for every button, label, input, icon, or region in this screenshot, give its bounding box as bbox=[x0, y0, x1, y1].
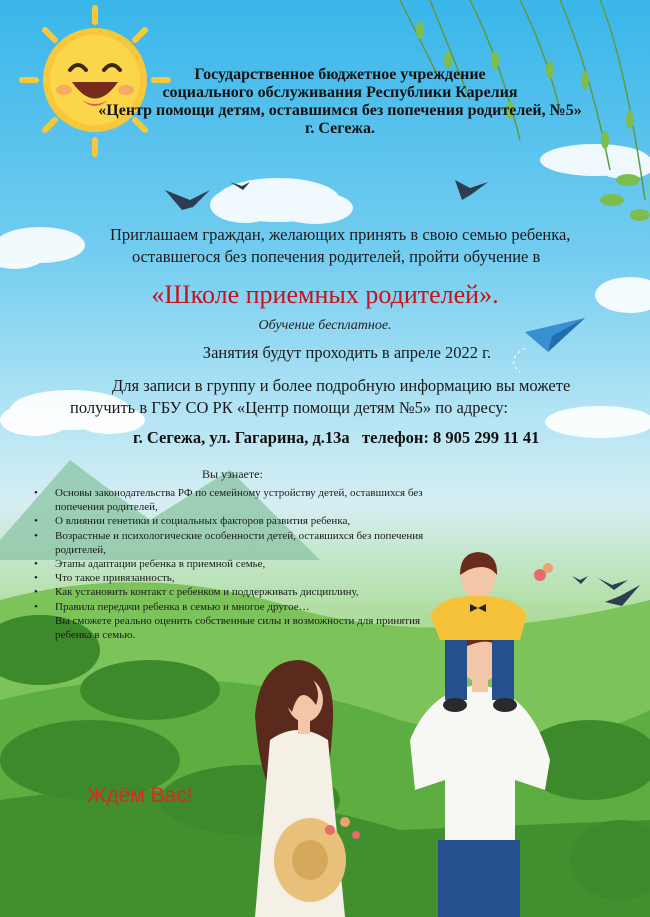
list-item: • О влиянии генетики и социальных факторов развития ребенка, bbox=[28, 514, 448, 528]
bird-icon bbox=[165, 190, 210, 210]
invitation-text bbox=[110, 224, 630, 268]
bird-icon bbox=[572, 576, 588, 584]
free-note: Обучение бесплатное. bbox=[258, 318, 392, 333]
list-item: • Этапы адаптации ребенка в приемной семье, bbox=[28, 557, 448, 571]
cloud-icon bbox=[540, 144, 650, 179]
list-item: • Что такое привязанность, bbox=[28, 571, 448, 585]
signup-line: Для записи в группу и более подробную информацию вы можете bbox=[112, 376, 571, 395]
header-city: г. Сегежа. bbox=[304, 120, 376, 137]
list-item: • Правила передачи ребенка в семью и многое другое… bbox=[28, 600, 448, 614]
header-line: социального обслуживания Республики Карелия bbox=[162, 84, 518, 101]
bird-icon bbox=[598, 578, 628, 590]
school-title: «Школе приемных родителей». bbox=[151, 280, 499, 309]
list-item: • Как установить контакт с ребенком и поддерживать дисциплину, bbox=[28, 585, 448, 599]
wait-message: Ждём Вас! bbox=[87, 784, 193, 807]
cloud-icon bbox=[210, 178, 353, 224]
bird-icon bbox=[605, 585, 640, 606]
classes-note: Занятия будут проходить в апреле 2022 г. bbox=[202, 343, 492, 362]
address-phone: г. Сегежа, ул. Гагарина, д.13а телефон: 8 905 299 11 41 bbox=[133, 428, 540, 447]
invitation-line: Приглашаем граждан, желающих принять в свою семью ребенка, bbox=[110, 225, 571, 244]
list-item: • Основы законодательства РФ по семейному устройству детей, оставшихся без попечения родителей, bbox=[28, 486, 448, 514]
learning-points-list bbox=[28, 486, 448, 642]
organization-header bbox=[60, 66, 620, 138]
bird-icon bbox=[455, 180, 488, 200]
invitation-line: оставшегося без попечения родителей, пройти обучение в bbox=[132, 247, 541, 266]
signup-line: получить в ГБУ СО РК «Центр помощи детям №5» по адресу: bbox=[70, 398, 508, 417]
header-line: Государственное бюджетное учреждение bbox=[194, 66, 486, 83]
cloud-icon bbox=[0, 227, 85, 269]
list-item: • Возрастные и психологические особенности детей, оставшихся без попечения родителей, bbox=[28, 529, 448, 557]
signup-text bbox=[70, 375, 630, 419]
closing-note: Вы сможете реально оценить собственные силы и возможности для принятия ребенка в семью. bbox=[55, 614, 421, 642]
learn-heading: Вы узнаете: bbox=[202, 467, 263, 481]
header-line: «Центр помощи детям, оставшимся без попечения родителей, №5» bbox=[98, 102, 582, 119]
